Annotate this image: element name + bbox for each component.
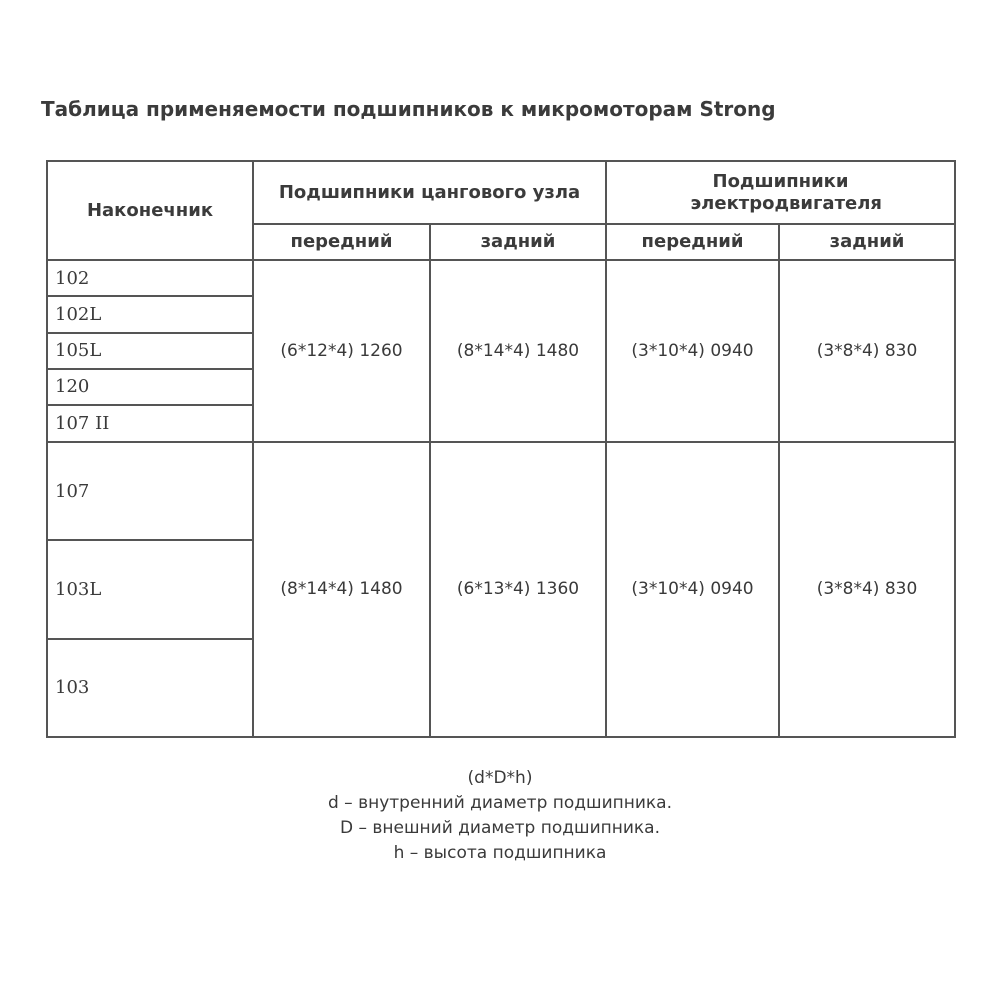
tip-cell: 120	[48, 370, 254, 406]
header-motor-bearings-label: Подшипники электродвигателя	[690, 170, 882, 214]
tip-cell: 107	[48, 443, 254, 541]
tip-cell: 102	[48, 261, 254, 297]
header-motor-bearings	[607, 162, 956, 225]
collet-rear-cell: (6*13*4) 1360	[431, 443, 607, 738]
bearing-table	[46, 160, 956, 738]
legend-line-d: d – внутренний диаметр подшипника.	[327, 793, 673, 813]
collet-front-cell: (8*14*4) 1480	[254, 443, 431, 738]
table-row	[48, 261, 956, 297]
header-collet-rear: задний	[431, 225, 607, 261]
header-collet-bearings: Подшипники цангового узла	[254, 162, 607, 225]
motor-rear-cell: (3*8*4) 830	[780, 443, 956, 738]
collet-rear-cell: (8*14*4) 1480	[431, 261, 607, 443]
tip-cell: 107 II	[48, 406, 254, 443]
header-motor-rear: задний	[780, 225, 956, 261]
tip-cell: 102L	[48, 297, 254, 333]
bearing-table-container	[46, 160, 954, 738]
legend	[0, 766, 1000, 866]
header-tip: Наконечник	[48, 162, 254, 261]
motor-front-cell: (3*10*4) 0940	[607, 261, 780, 443]
tip-cell: 103L	[48, 541, 254, 639]
motor-front-cell: (3*10*4) 0940	[607, 443, 780, 738]
tip-cell: 103	[48, 640, 254, 738]
page-title: Таблица применяемости подшипников к микромоторам Strong	[41, 97, 776, 121]
header-motor-front: передний	[607, 225, 780, 261]
header-collet-front: передний	[254, 225, 431, 261]
legend-line-big-d: D – внешний диаметр подшипника.	[339, 818, 660, 838]
tip-cell: 105L	[48, 334, 254, 370]
legend-formula: (d*D*h)	[467, 768, 533, 788]
table-row	[48, 443, 956, 541]
collet-front-cell: (6*12*4) 1260	[254, 261, 431, 443]
legend-line-h: h – высота подшипника	[393, 843, 607, 863]
motor-rear-cell: (3*8*4) 830	[780, 261, 956, 443]
